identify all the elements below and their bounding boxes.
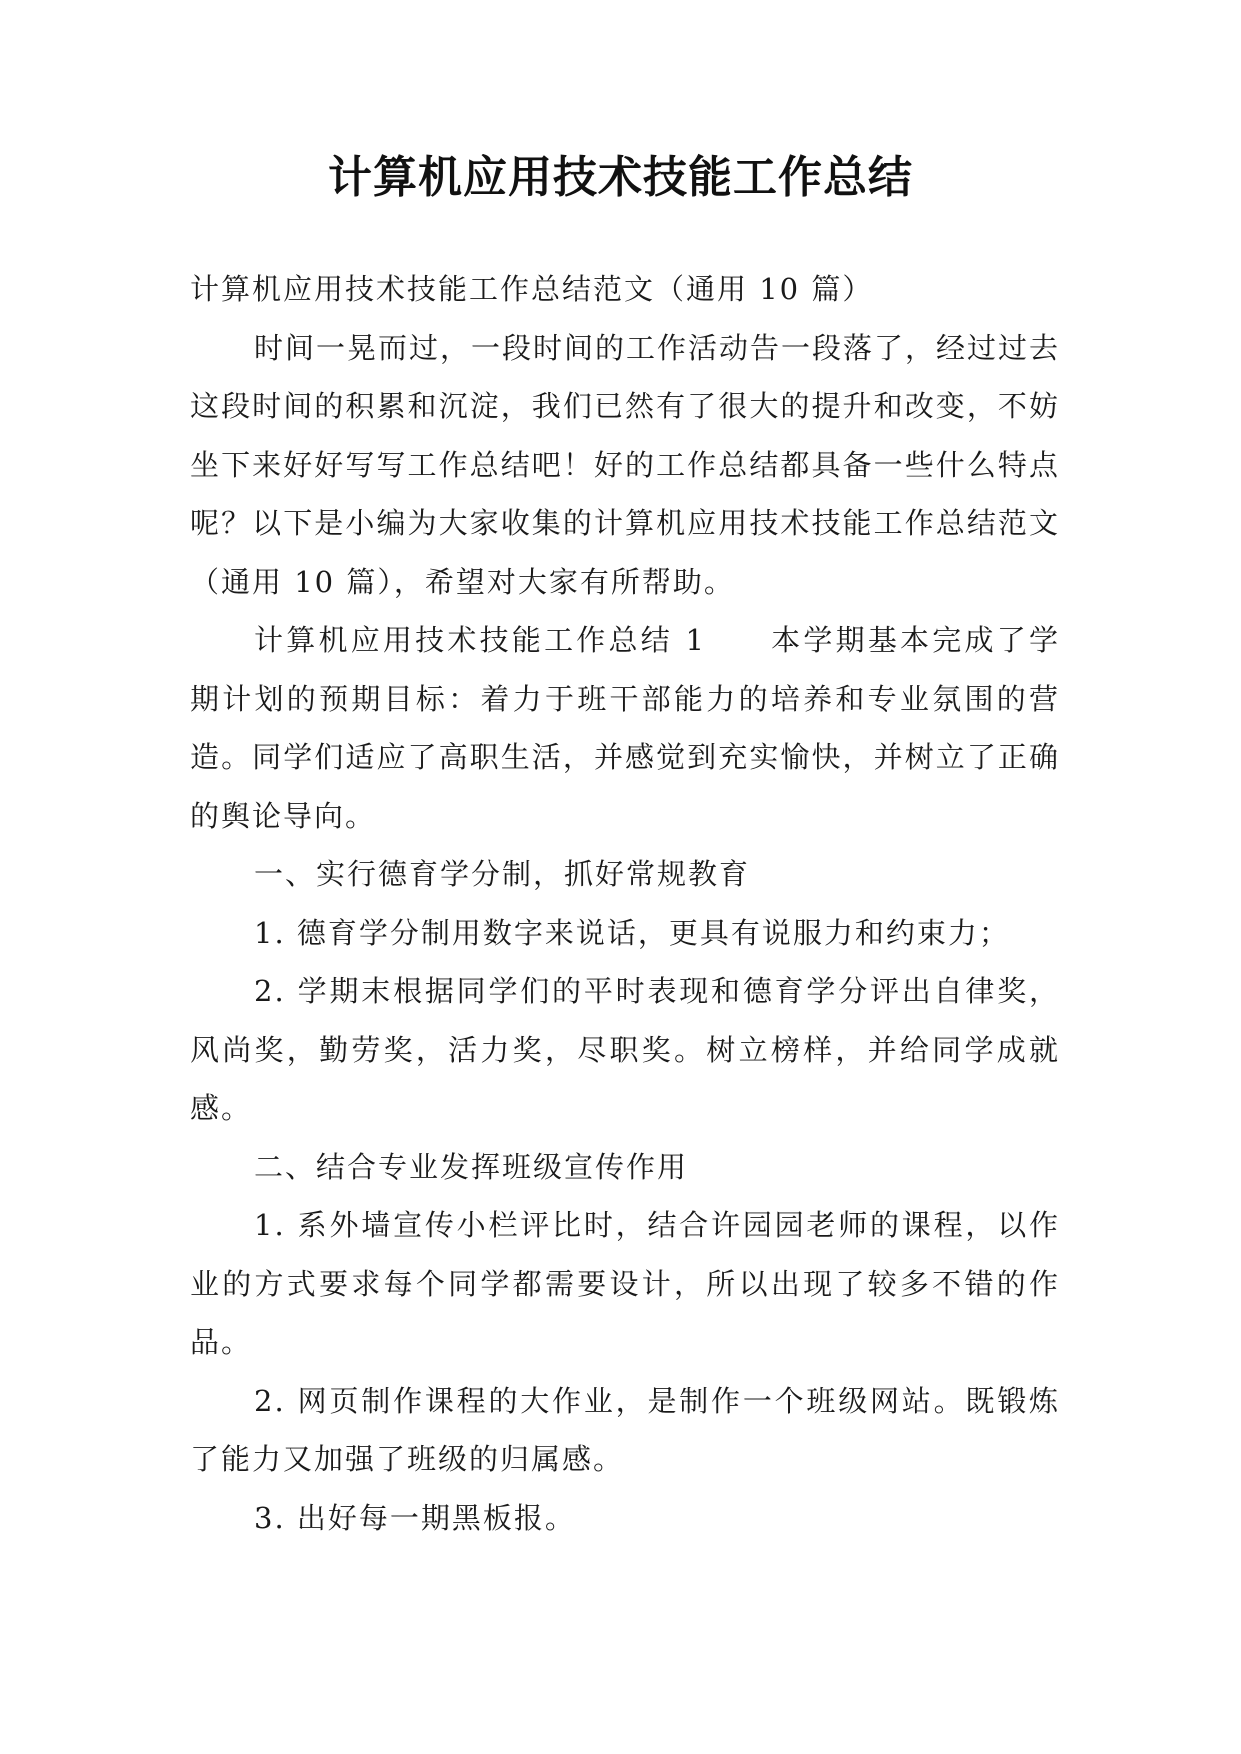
section-1-paragraph [190,611,1060,845]
part-1-item-1: 1. 德育学分制用数字来说话，更具有说服力和约束力； [254,915,1010,950]
part-2-item-2: 2. 网页制作课程的大作业，是制作一个班级网站。既锻炼了能力又加强了班级的归属感。 [190,1383,1060,1476]
part-1-heading: 一、实行德育学分制，抓好常规教育 [254,857,751,891]
document-title: 计算机应用技术技能工作总结 [328,152,913,203]
intro-paragraph: 时间一晃而过，一段时间的工作活动告一段落了，经过过去这段时间的积累和沉淀，我们已然有了很大的提升和改变，不妨坐下来好好写写工作总结吧！好的工作总结都具备一些什么特点呢？以下是小编为大家收集的计算机应用技术技能工作总结范文（通用 10 篇），希望对大家有所帮助。 [190,330,1061,599]
part-2-heading: 二、结合专业发挥班级宣传作用 [254,1149,689,1184]
section-1-text: 本学期基本完成了学期计划的预期目标：着力于班干部能力的培养和专业氛围的营造。同学们适应了高职生活，并感觉到充实愉快，并树立了正确的舆论导向。 [190,623,1060,833]
part-2-item-3: 3. 出好每一期黑板报。 [254,1500,576,1535]
document-subtitle: 计算机应用技术技能工作总结范文（通用 10 篇） [190,272,874,306]
part-2-item-1: 1. 系外墙宣传小栏评比时，结合许园园老师的课程，以作业的方式要求每个同学都需要设计，所以出现了较多不错的作品。 [190,1208,1060,1359]
section-1-heading: 计算机应用技术技能工作总结 1 [254,623,706,657]
document-body [190,260,1060,1547]
part-1-item-2: 2. 学期末根据同学们的平时表现和德育学分评出自律奖，风尚奖，勤劳奖，活力奖，尽职奖。树立榜样，并给同学成就感。 [190,974,1060,1125]
